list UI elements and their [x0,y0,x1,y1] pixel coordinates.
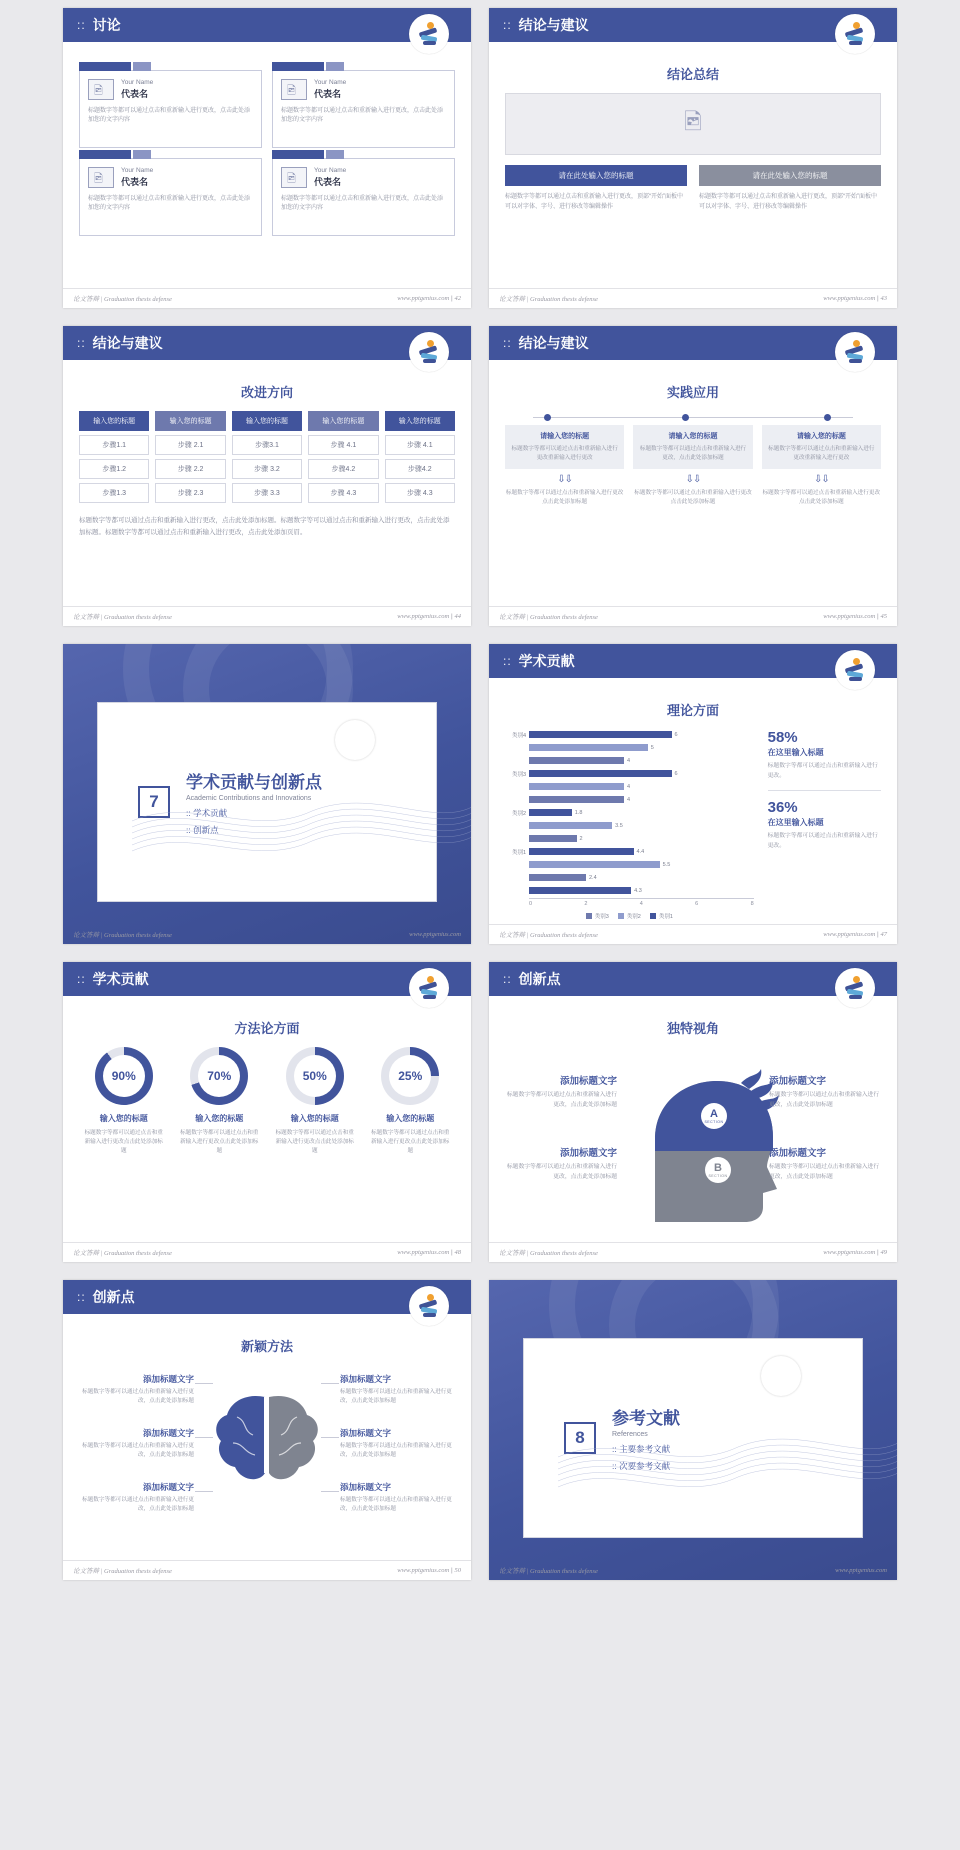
slide-novel-method: :: 创新点 新颖方法 添加标题文字 标题数字等都可以通过点击和重新输入进行更改，点击此处添加标题 添加标题文字 标题数字等都可以通过点击和重新输入进行更改，点击此处添加标题 添加标题文字 标题数字等都可以通过点击和重新输入进行更改，点击此处添加标题 添加标题文字 标题数字等都可以通过点击和重新输入进行更改，点击此处添加标题 添加标题文字 标题数字等都可以通过点击和重新输入进行更改，点击此处添加标题 添加标题文字 标题数字等都可以通过点击和重新输入进行更改，点击此处添加标题 论文答辩 | Graduation thesis defense www.pptgenius.com | 50 [63,1280,471,1580]
column-title[interactable]: 请输入您的标题 [540,433,590,440]
brain-col-l2 [79,1427,194,1460]
brain-col-l1 [79,1373,194,1406]
steps-cell: 步骤3.1 [232,435,302,455]
steps-header[interactable]: 输入您的标题 [232,411,302,431]
bar-category-label: 类别2 [511,810,526,817]
legend-item: 类别1 [650,912,673,920]
stat-text: 标题数字等都可以通过点击和重新输入进行更改。 [767,763,878,779]
column-title-bar[interactable]: 请在此处输入您的标题 [505,165,687,186]
donut-title[interactable]: 输入您的标题 [386,1114,435,1123]
donut-value: 70% [198,1055,240,1097]
bar-value-label: 6 [674,731,678,738]
column-subtext: 标题数字等都可以通过点击和重新输入进行更改点击此处添加标题 [634,489,752,505]
slide-body [63,42,471,236]
col-text: 标题数字等都可以通过点击和重新输入进行更改，点击此处添加标题 [82,1497,194,1513]
chart-bar-row [505,768,754,779]
card-desc: 标题数字等都可以通过点击和重新输入进行更改，点击此处添加您的文字内容 [88,196,251,212]
brain-col-r2 [340,1427,455,1460]
donut-value: 25% [389,1055,431,1097]
footer-right: www.pptgenius.com [823,1249,876,1256]
chart-bar-row [505,833,754,844]
chart-bar [529,796,624,803]
column-subtext: 标题数字等都可以通过点击和重新输入进行更改点击此处添加标题 [762,489,881,505]
col-title[interactable]: 添加标题文字 [559,1076,617,1087]
chart-bar-row [505,742,754,753]
bar-category-label: 类别1 [511,849,526,856]
chart-bar [529,783,624,790]
timeline-dot [824,414,831,421]
bar-value-label: 5.5 [662,861,671,868]
card-name: 代表名 [314,177,342,187]
brand-logo-icon [409,14,449,54]
col-title[interactable]: 添加标题文字 [769,1148,827,1159]
brand-logo-icon [761,1356,801,1396]
donut-row [79,1047,455,1157]
donut-item [79,1047,169,1157]
chart-bar [529,757,624,764]
brain-col-l3 [79,1481,194,1514]
chart-bar-row [505,885,754,896]
footer-left: 论文答辩 | Graduation thesis defense [499,614,598,621]
footer-right: www.pptgenius.com [397,1567,450,1574]
practice-column [505,425,624,507]
header-dots-icon: :: [503,336,512,350]
card-name: 代表名 [121,177,149,187]
col-title[interactable]: 添加标题文字 [142,1374,194,1384]
bar-value-label: 6 [674,770,678,777]
header-dots-icon: :: [503,18,512,32]
column-text: 标题数字等都可以通过点击和重新输入进行更改重新输入进行更改 [768,446,875,461]
head-col-2 [505,1145,617,1183]
bar-value-label: 2 [579,835,583,842]
brand-logo-icon [835,968,875,1008]
section-title: 学术贡献与创新点 [186,773,322,792]
slide-title: 结论与建议 [518,335,589,351]
chart-bar-row [505,872,754,883]
header-dots-icon: :: [503,972,512,986]
chart-bar-row [505,846,754,857]
card-desc: 标题数字等都可以通过点击和重新输入进行更改，点击此处添加您的文字内容 [281,108,444,124]
timeline [511,411,875,425]
chart-bar-row [505,794,754,805]
donut-ring [381,1047,439,1105]
x-tick: 8 [750,901,754,907]
steps-cell: 步骤4.2 [308,459,378,479]
x-tick: 2 [584,901,588,907]
bar-chart [505,729,754,920]
footer-left: 论文答辩 | Graduation thesis defense [499,1567,598,1575]
section-heading: 结论总结 [666,67,719,82]
donut-title[interactable]: 输入您的标题 [195,1114,244,1123]
col-text: 标题数字等都可以通过点击和重新输入进行更改，点击此处添加标题 [82,1443,194,1459]
footer-left: 论文答辩 | Graduation thesis defense [499,296,598,303]
bar-value-label: 4.3 [634,887,642,894]
bar-value-label: 4 [627,783,631,790]
section-number: 8 [564,1422,596,1454]
x-tick: 6 [695,901,699,907]
x-tick: 0 [529,901,533,907]
card-desc: 标题数字等都可以通过点击和重新输入进行更改，点击此处添加您的文字内容 [88,108,251,124]
slide-title: 创新点 [92,1289,135,1305]
header-dots-icon: :: [77,972,86,986]
col-text: 标题数字等都可以通过点击和重新输入进行更改，点击此处添加标题 [340,1497,452,1513]
col-text: 标题数字等都可以通过点击和重新输入进行更改，点击此处添加标题 [340,1389,452,1405]
steps-header[interactable]: 输入您的标题 [308,411,378,431]
section-subtitle: References [612,1431,648,1438]
brand-logo-icon [835,332,875,372]
steps-cell: 步骤 4.3 [385,483,455,503]
chart-bar-row [505,820,754,831]
steps-cell: 步骤 3.2 [232,459,302,479]
section-title: 参考文献 [612,1409,680,1428]
slide-section-8 [489,1280,897,1580]
steps-cell: 步骤 2.1 [155,435,225,455]
col-title[interactable]: 添加标题文字 [142,1428,194,1438]
col-text: 标题数字等都可以通过点击和重新输入进行更改，点击此处添加标题 [506,1092,617,1108]
slide-title: 创新点 [518,971,561,987]
steps-header[interactable]: 输入您的标题 [79,411,149,431]
slide-unique-view: :: 创新点 独特视角 A SECTION B SECTION 添加标题文字 标题数字等都可以通过点击和重新输入进行更改，点击此处添加标题 添加标题文字 标题数字等都可以通过点击和重新输入进行更改，点击此处添加标题 添加标题文字 标题数字等都可以通过点击和重新输入进行更改，点击此处添加标题 添加标题文字 标题数字等都可以通过点击和重新输入进行更改，点击此处添加标题 论文答辩 | Graduation thesis defense www.pptgenius.com | 49 [489,962,897,1262]
section-item[interactable]: :: 学术贡献 [186,808,228,818]
chart-bar [529,874,586,881]
chart-bar [529,861,660,868]
donut-ring [95,1047,153,1105]
stat-text: 标题数字等都可以通过点击和重新输入进行更改。 [767,832,878,849]
footer-left: 论文答辩 | Graduation thesis defense [73,1250,172,1257]
col-title[interactable]: 添加标题文字 [340,1428,392,1438]
timeline-dot [682,414,689,421]
slide-title: 学术贡献 [518,653,575,669]
slide-section-7 [63,644,471,944]
chart-title: 理论方面 [666,703,719,718]
footer-right: www.pptgenius.com [823,613,876,620]
page-number: 42 [454,295,461,302]
steps-cell: 步骤1.1 [79,435,149,455]
section-card [97,702,437,902]
head-col-4 [769,1145,881,1183]
image-placeholder[interactable] [505,93,881,155]
column-subtext: 标题数字等都可以通过点击和重新输入进行更改点击此处添加标题 [505,489,624,505]
bar-value-label: 4 [627,796,631,803]
section-heading: 新颖方法 [240,1339,293,1354]
header-dots-icon: :: [77,18,86,32]
section-number: 7 [138,786,170,818]
steps-cell: 步骤 4.1 [385,435,455,455]
bar-category-label: 类别3 [511,771,526,778]
donut-ring [190,1047,248,1105]
timeline-dot [544,414,551,421]
chart-bar-row [505,729,754,740]
column-title[interactable]: 请输入您的标题 [668,433,718,440]
section-heading: 方法论方面 [234,1021,300,1036]
bar-value-label: 1.8 [574,809,583,816]
brain-col-r1 [340,1373,455,1406]
practice-column [762,425,881,507]
steps-table [79,411,455,503]
footer-right: www.pptgenius.com [835,1566,887,1574]
chart-bar-row [505,781,754,792]
steps-cell: 步骤 3.3 [232,483,302,503]
discussion-card[interactable] [272,158,455,236]
page-number: 49 [880,1249,887,1256]
col-text: 标题数字等都可以通过点击和重新输入进行更改，点击此处添加标题 [340,1443,452,1459]
slide-methodology: :: 学术贡献 方法论方面 90% 输入您的标题 标题数字等都可以通过点击和重新输入进行更改点击此处添加标题 70% 输入您的标题 标题数字等都可以通过点击和重新输入进行更改点击此处添加标题 50% 输入您的标题 标题数字等都可以通过点击和重新输入进行更改点击此处添加标题 25% 输入您的标题 标题数字等都可以通过点击和重新输入进行更改点击此处添加标题 论文答辩 | Graduation thesis defense www.pptgenius.com | 48 [63,962,471,1262]
card-desc: 标题数字等都可以通过点击和重新输入进行更改，点击此处添加您的文字内容 [281,196,444,212]
practice-column [633,425,752,507]
brand-logo-icon [335,720,375,760]
col-text: 标题数字等都可以通过点击和重新输入进行更改，点击此处添加标题 [82,1389,194,1405]
col-text: 标题数字等都可以通过点击和重新输入进行更改，点击此处添加标题 [769,1092,880,1108]
header-dots-icon: :: [77,336,86,350]
footer-right: www.pptgenius.com [397,1249,450,1256]
chart-bar [529,835,577,842]
slide-title: 讨论 [92,17,121,33]
donut-item [175,1047,265,1157]
stat-title: 在这里输入标题 [767,748,824,757]
page-number: 43 [880,295,887,302]
chart-bar [529,887,631,894]
col-title[interactable]: 添加标题文字 [340,1374,392,1384]
bar-category-label: 类别4 [511,732,526,739]
image-placeholder-icon [88,167,114,188]
stat-value: 36% [767,798,798,816]
chevron-double-down-icon: ⇩⇩ [557,473,573,485]
col-title[interactable]: 添加标题文字 [340,1482,392,1492]
brand-logo-icon [835,14,875,54]
stat-value: 58% [767,729,798,746]
section-subtitle: Academic Contributions and Innovations [186,795,312,802]
chevron-double-down-icon: ⇩⇩ [813,473,829,485]
discussion-card-grid [79,70,455,236]
brand-logo-icon [409,332,449,372]
column-text: 标题数字等都可以通过点击和重新输入进行更改，顶部“开始”面板中可以对字体、字号、进行移改等编辑操作 [699,194,877,211]
brain-icon [207,1387,327,1497]
badge-a: A SECTION [701,1103,727,1129]
donut-text: 标题数字等都可以通过点击和重新输入进行更改点击此处添加标题 [371,1130,450,1155]
image-placeholder-icon [281,79,307,100]
chevron-double-down-icon: ⇩⇩ [685,473,701,485]
page-number: 44 [454,613,461,620]
head-col-1 [505,1073,617,1111]
section-heading: 独特视角 [666,1021,719,1036]
footer-left: 论文答辩 | Graduation thesis defense [499,932,598,939]
discussion-card[interactable] [79,70,262,148]
chart-legend [505,912,754,920]
slide-practice: :: 结论与建议 实践应用 请输入您的标题 标题数字等都可以通过点击和重新输入进行更改重新输入进行更改 ⇩⇩ 标题数字等都可以通过点击和重新输入进行更改点击此处添加标题 请输入您的标题 标题数字等都可以通过点击和重新输入进行更改，点击此处添加标题 ⇩⇩ 标题数字等都可以通过点击和重新输入进行更改点击此处添加标题 请输入您的标题 标题数字等都可以通过点击和重新输入进行更改重新输入进行更改 ⇩⇩ 标题数字等都可以通过点击和重新输入进行更改点击此处添加标题 论文答辩 | Graduation thesis defense www.pptgenius.com | 45 [489,326,897,626]
slide-title: 结论与建议 [518,17,589,33]
chart-bar [529,744,648,751]
section-item[interactable]: :: 主要参考文献 [612,1444,671,1454]
card-name: 代表名 [121,89,149,99]
card-yourname: Your Name [121,167,154,174]
donut-ring [286,1047,344,1105]
section-card [523,1338,863,1538]
column-title[interactable]: 请输入您的标题 [796,433,846,440]
col-title[interactable]: 添加标题文字 [769,1076,827,1087]
slide-footer: 论文答辩 | Graduation thesis defense www.pptgenius.com | 42 [63,288,471,308]
discussion-card[interactable] [272,70,455,148]
brand-logo-icon [409,968,449,1008]
image-placeholder-icon [88,79,114,100]
donut-text: 标题数字等都可以通过点击和重新输入进行更改点击此处添加标题 [84,1130,163,1155]
page-number: 48 [454,1249,461,1256]
steps-header[interactable]: 输入您的标题 [155,411,225,431]
steps-cell: 步骤 4.1 [308,435,378,455]
card-yourname: Your Name [314,167,347,174]
steps-cell: 步骤 4.3 [308,483,378,503]
chart-bar [529,809,572,816]
bar-value-label: 4.4 [636,848,645,855]
footer-right: www.pptgenius.com [823,295,876,302]
footer-right: www.pptgenius.com [397,613,450,620]
donut-title[interactable]: 输入您的标题 [290,1114,339,1123]
chart-bar [529,770,672,777]
page-number: 47 [880,931,887,938]
footer-left: 论文答辩 | Graduation thesis defense [73,931,172,939]
col-text: 标题数字等都可以通过点击和重新输入进行更改，点击此处添加标题 [769,1164,880,1180]
wave-decoration [558,1423,897,1495]
slide-improvement: :: 结论与建议 改进方向 输入您的标题 步骤1.1 步骤1.2 步骤1.3 输入您的标题 步骤 2.1 步骤 2.2 步骤 2.3 输入您的标题 步骤3.1 步骤 3.2 步骤 3.3 输入您的标题 步骤 4.1 步骤4.2 步骤 4.3 输入您的标题 步骤 4.1 步骤4.2 步骤 4.3 标题数字等都可以通过点击和重新输入进行更改，点击此处添加标题。标题数字等可以通过点击和重新输入进行更改，点击此处添加标题。标题数字等都可以通过点击和重新输入进行更改，点击此处添加页眉。 论文答辩 | Graduation thesis defense www.pptgenius.com | 44 [63,326,471,626]
column-text: 标题数字等都可以通过点击和重新输入进行更改重新输入进行更改 [511,446,618,461]
chart-bar [529,822,612,829]
discussion-card[interactable] [79,158,262,236]
footer-left: 论文答辩 | Graduation thesis defense [73,614,172,621]
col-title[interactable]: 添加标题文字 [142,1482,194,1492]
body-paragraph: 标题数字等都可以通过点击和重新输入进行更改，点击此处添加标题。标题数字等可以通过点击和重新输入进行更改，点击此处添加标题。标题数字等都可以通过点击和重新输入进行更改，点击此处添加页眉。 [79,517,450,537]
footer-right: www.pptgenius.com [823,931,876,938]
card-yourname: Your Name [121,79,154,86]
conclusion-column [505,165,687,212]
section-heading: 改进方向 [240,385,293,400]
image-placeholder-icon: 🖻 [684,109,702,134]
brain-col-r3 [340,1481,455,1514]
section-item[interactable]: :: 次要参考文献 [612,1461,671,1471]
donut-item [366,1047,456,1157]
wave-decoration [132,787,471,859]
footer-left: 论文答辩 | Graduation thesis defense [73,296,172,303]
page-number: 45 [880,613,887,620]
footer-right: www.pptgenius.com [397,295,450,302]
stat-title: 在这里输入标题 [767,817,824,827]
header-dots-icon: :: [503,654,512,668]
steps-cell: 步骤 2.3 [155,483,225,503]
chart-bar-row [505,755,754,766]
slide-discussion [63,8,471,308]
badge-b: B SECTION [705,1157,731,1183]
col-title[interactable]: 添加标题文字 [559,1148,617,1159]
column-text: 标题数字等都可以通过点击和重新输入进行更改，点击此处添加标题 [639,446,747,461]
donut-item [270,1047,360,1157]
page-number: 50 [454,1567,461,1574]
bar-value-label: 2.4 [589,874,597,881]
donut-value: 90% [103,1055,145,1097]
section-item[interactable]: :: 创新点 [186,825,219,835]
bar-value-label: 5 [650,744,654,751]
header-dots-icon: :: [77,1290,86,1304]
donut-title[interactable]: 输入您的标题 [99,1114,148,1123]
col-text: 标题数字等都可以通过点击和重新输入进行更改，点击此处添加标题 [506,1164,617,1180]
footer-left: 论文答辩 | Graduation thesis defense [499,1250,598,1257]
chart-side-notes [762,729,881,920]
slide-conclusion-summary: :: 结论与建议 结论总结 🖻 请在此处输入您的标题 标题数字等都可以通过点击和重新输入进行更改，顶部“开始”面板中可以对字体、字号、进行移改等编辑操作 请在此处输入您的标题 标题数字等都可以通过点击和重新输入进行更改，顶部“开始”面板中可以对字体、字号、进行移改等编辑操作 论文答辩 | Graduation thesis defense www.pptgenius.com | 43 [489,8,897,308]
brand-logo-icon [835,650,875,690]
donut-text: 标题数字等都可以通过点击和重新输入进行更改点击此处添加标题 [180,1130,259,1155]
steps-cell: 步骤1.2 [79,459,149,479]
chart-bar-row [505,859,754,870]
chart-bar [529,731,672,738]
column-title-bar[interactable]: 请在此处输入您的标题 [699,165,881,186]
steps-cell: 步骤 2.2 [155,459,225,479]
card-name: 代表名 [314,89,342,99]
legend-item: 类别3 [586,912,609,920]
x-tick: 4 [639,901,643,907]
chart-x-axis [529,898,754,907]
slide-title: 学术贡献 [92,971,149,987]
image-placeholder-icon [281,167,307,188]
card-yourname: Your Name [314,79,347,86]
steps-cell: 步骤1.3 [79,483,149,503]
footer-right: www.pptgenius.com [409,930,461,938]
bar-value-label: 4 [627,757,631,764]
steps-header[interactable]: 输入您的标题 [385,411,455,431]
slide-title: 结论与建议 [92,335,163,351]
legend-item: 类别2 [618,912,641,920]
steps-cell: 步骤4.2 [385,459,455,479]
bar-value-label: 3.5 [615,822,623,829]
footer-left: 论文答辩 | Graduation thesis defense [73,1568,172,1575]
brand-logo-icon [409,1286,449,1326]
donut-text: 标题数字等都可以通过点击和重新输入进行更改点击此处添加标题 [275,1130,354,1155]
column-text: 标题数字等都可以通过点击和重新输入进行更改，顶部“开始”面板中可以对字体、字号、进行移改等编辑操作 [505,194,683,211]
section-heading: 实践应用 [666,385,719,400]
head-col-3 [769,1073,881,1111]
chart-bar-row [505,807,754,818]
chart-bar [529,848,634,855]
conclusion-column [699,165,881,212]
slide-theory-chart: :: 学术贡献 理论方面 类别4 6 5 4 类别3 6 4 4 类别2 1.8 3.5 2 类别1 4.4 5.5 2.4 4.3 0 2 4 6 8 类别3 类别2 类别1 58% 在这里输入标题 标题数字等都可以通过点击和重新输入进行更改。 36% 在这里输入标题 标题数字等都可以通过点击和重新输入进行更改。 论文答辩 | Graduation thesis defense www.pptgenius.com | 47 [489,644,897,944]
donut-value: 50% [294,1055,336,1097]
